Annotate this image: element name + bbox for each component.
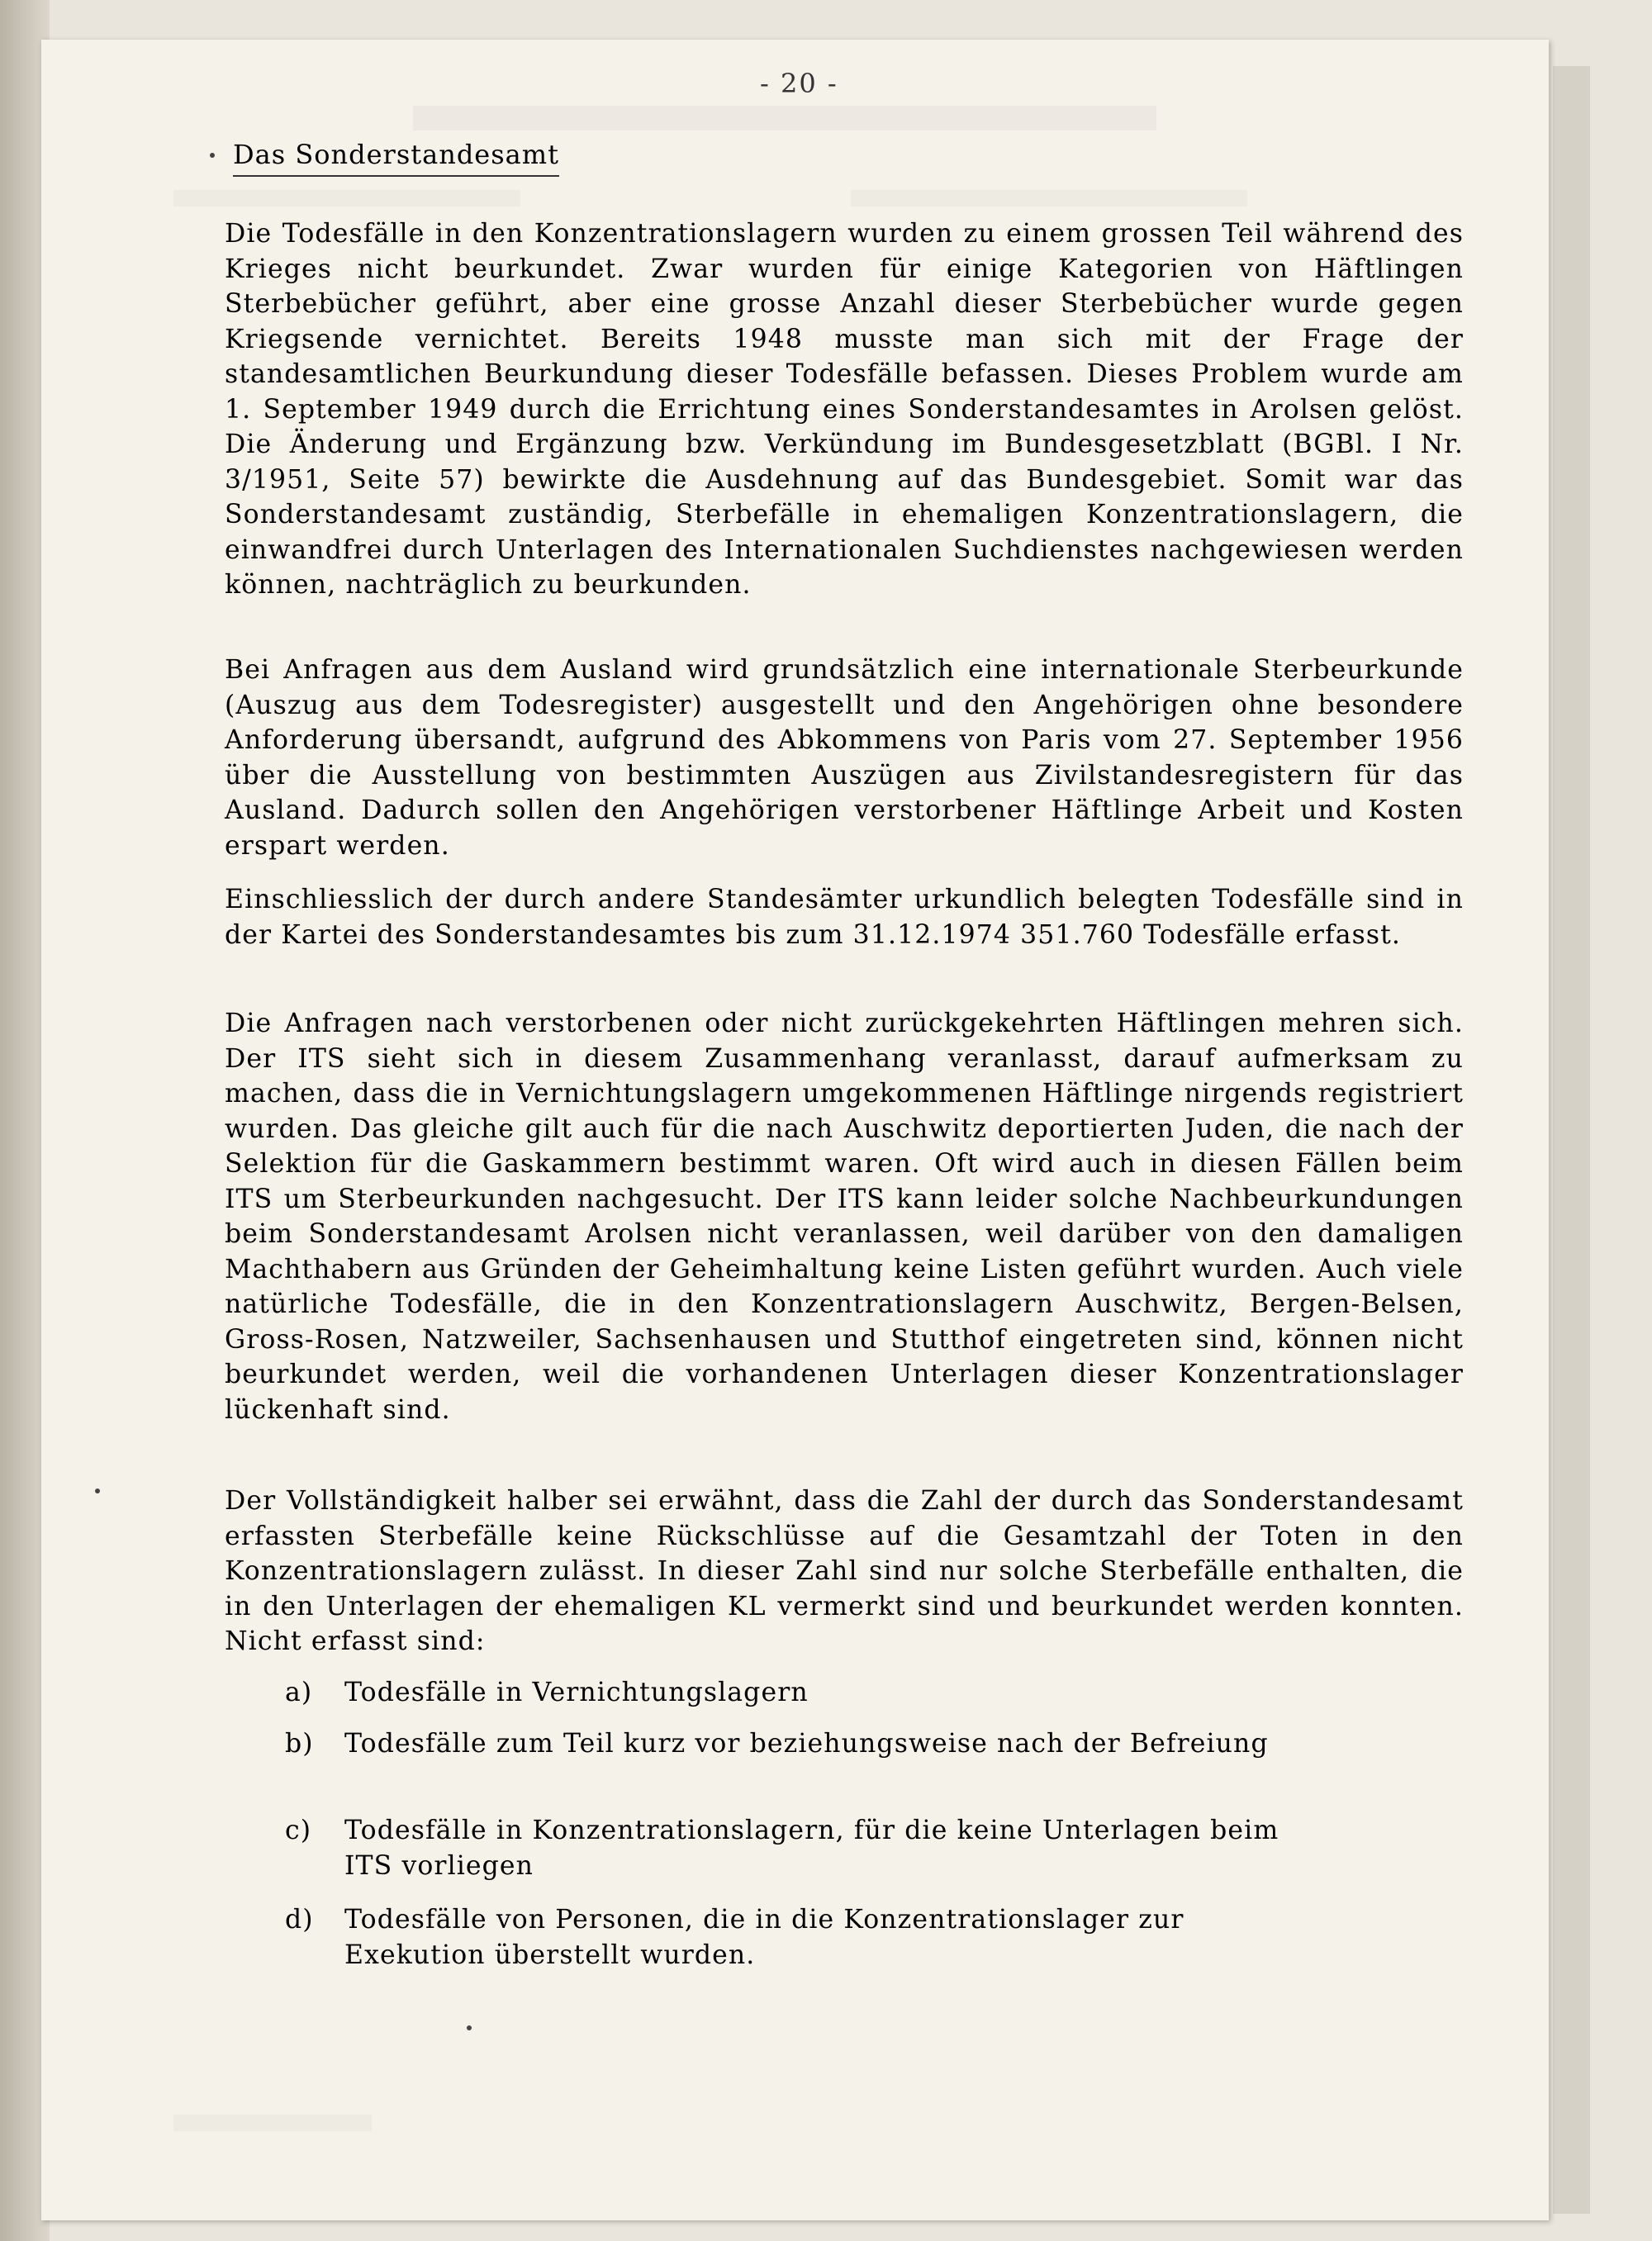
- list-text: Todesfälle in Konzentrationslagern, für die keine Unterlagen beim ITS vorliegen: [344, 1816, 1279, 1881]
- list-marker: a): [285, 1678, 313, 1707]
- paragraph-2: Bei Anfragen aus dem Ausland wird grundsätzlich eine internationale Sterbeurkunde (Auszug aus dem Todesregister) ausgestellt und den Angehörigen ohne besondere Anforderung übersandt, aufgrund des Abkommens von Paris vom 27. September 1956 über die Ausstellung von bestimmten Auszügen aus Zivilstandesregistern für das Ausland. Dadurch sollen den Angehörigen verstorbener Häftlinge Arbeit und Kosten erspart werden.: [225, 655, 1464, 861]
- list-text: Todesfälle in Vernichtungslagern: [344, 1678, 809, 1707]
- paragraph-3: Einschliesslich der durch andere Standesämter urkundlich belegten Todesfälle sind in der Kartei des Sonderstandesamtes bis zum 31.12.1974 351.760 Todesfälle erfasst.: [225, 885, 1464, 950]
- next-page-edge: [1553, 66, 1590, 2214]
- paragraph-5: Der Vollständigkeit halber sei erwähnt, dass die Zahl der durch das Sonderstandesamt erfassten Sterbefälle keine Rückschlüsse auf die Gesamtzahl der Toten in den Konzentrationslagern zulässt. In dieser Zahl sind nur solche Sterbefälle enthalten, die in den Unterlagen der ehemaligen KL vermerkt sind und beurkundet werden konnten. Nicht erfasst sind:: [225, 1486, 1464, 1656]
- paragraph-1: Die Todesfälle in den Konzentrationslagern wurden zu einem grossen Teil während des Krieges nicht beurkundet. Zwar wurden für einige Kategorien von Häftlingen Sterbebücher geführt, aber eine grosse Anzahl dieser Sterbebücher wurde gegen Kriegsende vernichtet. Bereits 1948 musste man sich mit der Frage der standesamtlichen Beurkundung dieser Todesfälle befassen. Dieses Problem wurde am 1. September 1949 durch die Errichtung eines Sonderstandesamtes in Arolsen gelöst. Die Änderung und Ergänzung bzw. Verkündung im Bundesgesetzblatt (BGBl. I Nr. 3/1951, Seite 57) bewirkte die Ausdehnung auf das Bundesgebiet. Somit war das Sonderstandesamt zuständig, Sterbefälle in ehemaligen Konzentrationslagern, die einwandfrei durch Unterlagen des Internationalen Suchdienstes nachgewiesen werden können, nachträglich zu beurkunden.: [225, 219, 1464, 600]
- paragraph-4: Die Anfragen nach verstorbenen oder nicht zurückgekehrten Häftlingen mehren sich. Der ITS sieht sich in diesem Zusammenhang veranlasst, darauf aufmerksam zu machen, dass die in Vernichtungslagern umgekommenen Häftlinge nirgends registriert wurden. Das gleiche gilt auch für die nach Auschwitz deportierten Juden, die nach der Selektion für die Gaskammern bestimmt waren. Oft wird auch in diesen Fällen beim ITS um Sterbeurkunden nachgesucht. Der ITS kann leider solche Nachbeurkundungen beim Sonderstandesamt Arolsen nicht veranlassen, weil darüber von den damaligen Machthabern aus Gründen der Geheimhaltung keine Listen geführt wurden. Auch viele natürliche Todesfälle, die in den Konzentrationslagern Auschwitz, Bergen-Belsen, Gross-Rosen, Natzweiler, Sachsenhausen und Stutthof eingetreten sind, können nicht beurkundet werden, weil die vorhandenen Unterlagen dieser Konzentrationslager lückenhaft sind.: [225, 1009, 1464, 1425]
- list-marker: b): [285, 1729, 314, 1759]
- scan-mark: [210, 153, 215, 158]
- page-number: - 20 -: [760, 68, 838, 99]
- list-marker: c): [285, 1816, 312, 1845]
- section-heading: Das Sonderstandesamt: [233, 139, 559, 177]
- scan-mark: [95, 1488, 100, 1493]
- list-text: Todesfälle zum Teil kurz vor beziehungsweise nach der Befreiung: [344, 1729, 1269, 1759]
- list-text: Todesfälle von Personen, die in die Konzentrationslager zur Exekution überstellt wurden.: [344, 1905, 1184, 1970]
- list-marker: d): [285, 1905, 314, 1935]
- scan-mark: [467, 2025, 472, 2030]
